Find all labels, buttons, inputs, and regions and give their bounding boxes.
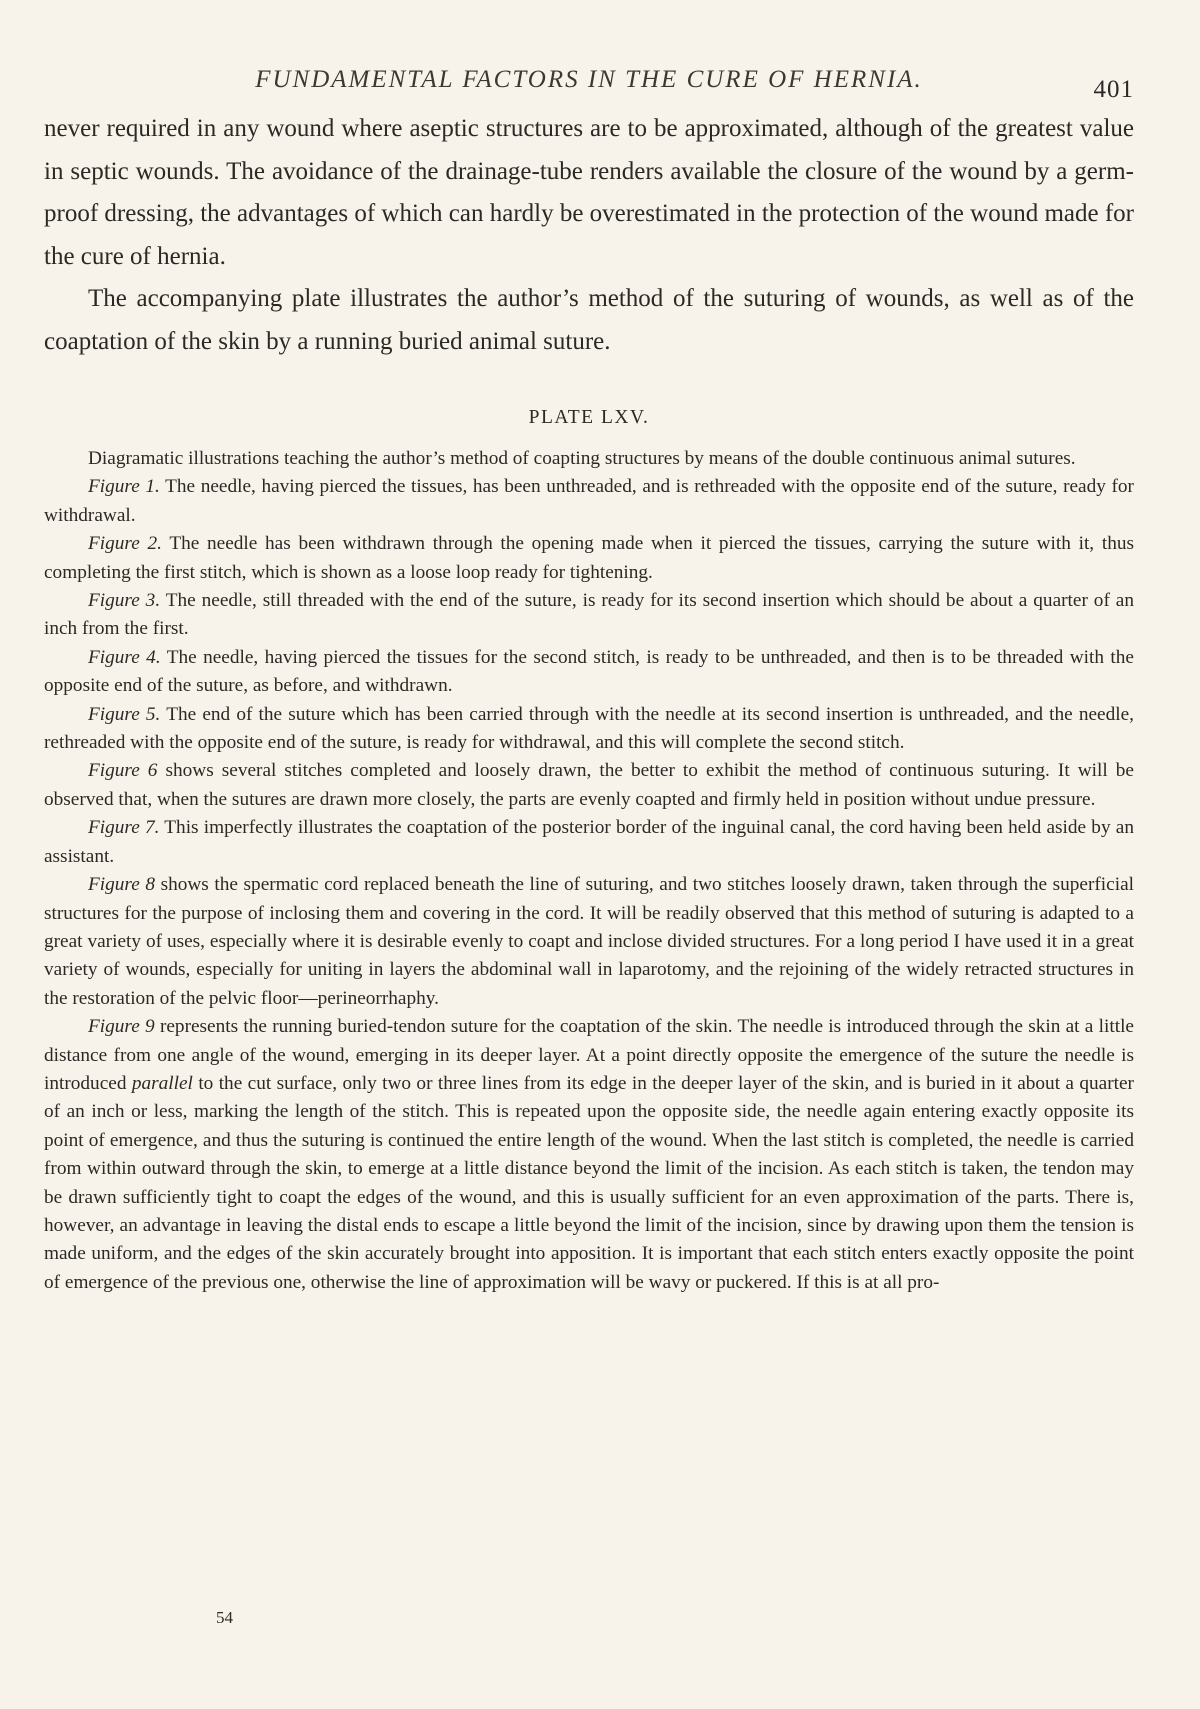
figure-text: The needle, having pierced the tissues, has been unthreaded, and is rethreaded with the opposite end of the suture, ready for withdrawal. <box>44 476 1134 526</box>
figure-label: Figure 2. <box>88 533 162 555</box>
caption-figure-2 <box>44 530 1134 587</box>
figure-text: The needle has been withdrawn through the opening made when it pierced the tissues, carrying the suture with it, thus completing the first stitch, which is shown as a loose loop ready for tightening. <box>44 533 1134 583</box>
running-head: FUNDAMENTAL FACTORS IN THE CURE OF HERNIA. <box>255 66 923 93</box>
caption-figure-8 <box>44 871 1134 1013</box>
figure-label: Figure 6 <box>88 760 158 782</box>
figure-text: This imperfectly illustrates the coaptation of the posterior border of the inguinal canal, the cord having been held aside by an assistant. <box>44 817 1134 867</box>
caption-figure-7 <box>44 814 1134 871</box>
figure-text: shows several stitches completed and loosely drawn, the better to exhibit the method of continuous suturing. It will be observed that, when the sutures are drawn more closely, the parts are evenly coapted and firmly held in position without undue pressure. <box>44 760 1134 810</box>
figure-label: Figure 1. <box>88 476 160 498</box>
figure-text: The needle, still threaded with the end of the suture, is ready for its second insertion which should be about a quarter of an inch from the first. <box>44 590 1134 640</box>
figure-label: Figure 3. <box>88 590 161 612</box>
signature-mark: 54 <box>216 1608 233 1627</box>
caption-figure-4 <box>44 644 1134 701</box>
figure-label: Figure 5. <box>88 703 161 725</box>
figure-label: Figure 8 <box>88 874 155 896</box>
paragraph-continued: never required in any wound where aseptic structures are to be approximated, although of the greatest value in septic wounds. The avoidance of the drainage-tube renders available the closure of the wound by a germ-proof dressing, the advantages of which can hardly be overestimated in the protection of the wound made for the cure of hernia. <box>44 115 1134 270</box>
caption-figure-1 <box>44 473 1134 530</box>
caption-figure-5 <box>44 701 1134 758</box>
figure-label: Figure 4. <box>88 646 161 668</box>
page-header <box>44 60 1134 108</box>
caption-intro: Diagramatic illustrations teaching the author’s method of coapting structures by means of the double continuous animal sutures. <box>88 448 1076 469</box>
page-number: 401 <box>1093 76 1134 103</box>
figure-text: represents the running buried-tendon suture for the coaptation of the skin. The needle is introduced through the skin at a little distance from one angle of the wound, emerging in its deeper layer. At a point directly opposite the emergence of the suture the needle is introduced <box>44 1016 1134 1094</box>
caption-figure-9 <box>44 1013 1134 1297</box>
figure-label: Figure 7. <box>88 817 160 839</box>
figure-text: shows the spermatic cord replaced beneath the line of suturing, and two stitches loosely drawn, taken through the superficial structures for the purpose of inclosing them and covering in the cord. It will be readily observed that this method of suturing is adapted to a great variety of uses, especially where it is desirable evenly to coapt and inclose divided structures. For a long period I have used it in a great variety of wounds, especially for uniting in layers the abdominal wall in laparotomy, and the rejoining of the widely retracted structures in the restoration of the pelvic floor—perineorrhaphy. <box>44 874 1134 1009</box>
figure-text: The end of the suture which has been carried through with the needle at its second insertion is unthreaded, and the needle, rethreaded with the opposite end of the suture, is ready for withdrawal, and this will complete the second stitch. <box>44 703 1134 754</box>
plate-title: PLATE LXV. <box>528 407 650 428</box>
figure-label: Figure 9 <box>88 1016 155 1038</box>
body-text <box>44 108 1134 363</box>
caption-figure-6 <box>44 757 1134 814</box>
emphasis-parallel: parallel <box>131 1072 193 1094</box>
plate-caption <box>44 445 1134 1297</box>
paragraph-plate-intro: The accompanying plate illustrates the author’s method of the suturing of wounds, as well as of the coaptation of the skin by a running buried animal suture. <box>44 285 1134 355</box>
figure-text: The needle, having pierced the tissues for the second stitch, is ready to be unthreaded, and then is to be threaded with the opposite end of the suture, as before, and withdrawn. <box>44 646 1134 697</box>
caption-figure-3 <box>44 587 1134 644</box>
book-page <box>44 60 1134 1297</box>
figure-text-continued: to the cut surface, only two or three lines from its edge in the deeper layer of the skin, and is buried in it about a quarter of an inch or less, marking the length of the stitch. This is repeated upon the opposite side, the needle again entering exactly opposite its point of emergence, and thus the suturing is continued the entire length of the wound. When the last stitch is completed, the needle is carried from within outward through the skin, to emerge at a little distance beyond the limit of the incision. As each stitch is taken, the tendon may be drawn sufficiently tight to coapt the edges of the wound, and this is usually sufficient for an even approximation of the parts. There is, however, an advantage in leaving the distal ends to escape a little beyond the limit of the incision, since by drawing upon them the tension is made uniform, and the edges of the skin accurately brought into apposition. It is important that each stitch enters exactly opposite the point of emergence of the previous one, otherwise the line of approximation will be wavy or puckered. If this is at all pro- <box>44 1072 1134 1293</box>
